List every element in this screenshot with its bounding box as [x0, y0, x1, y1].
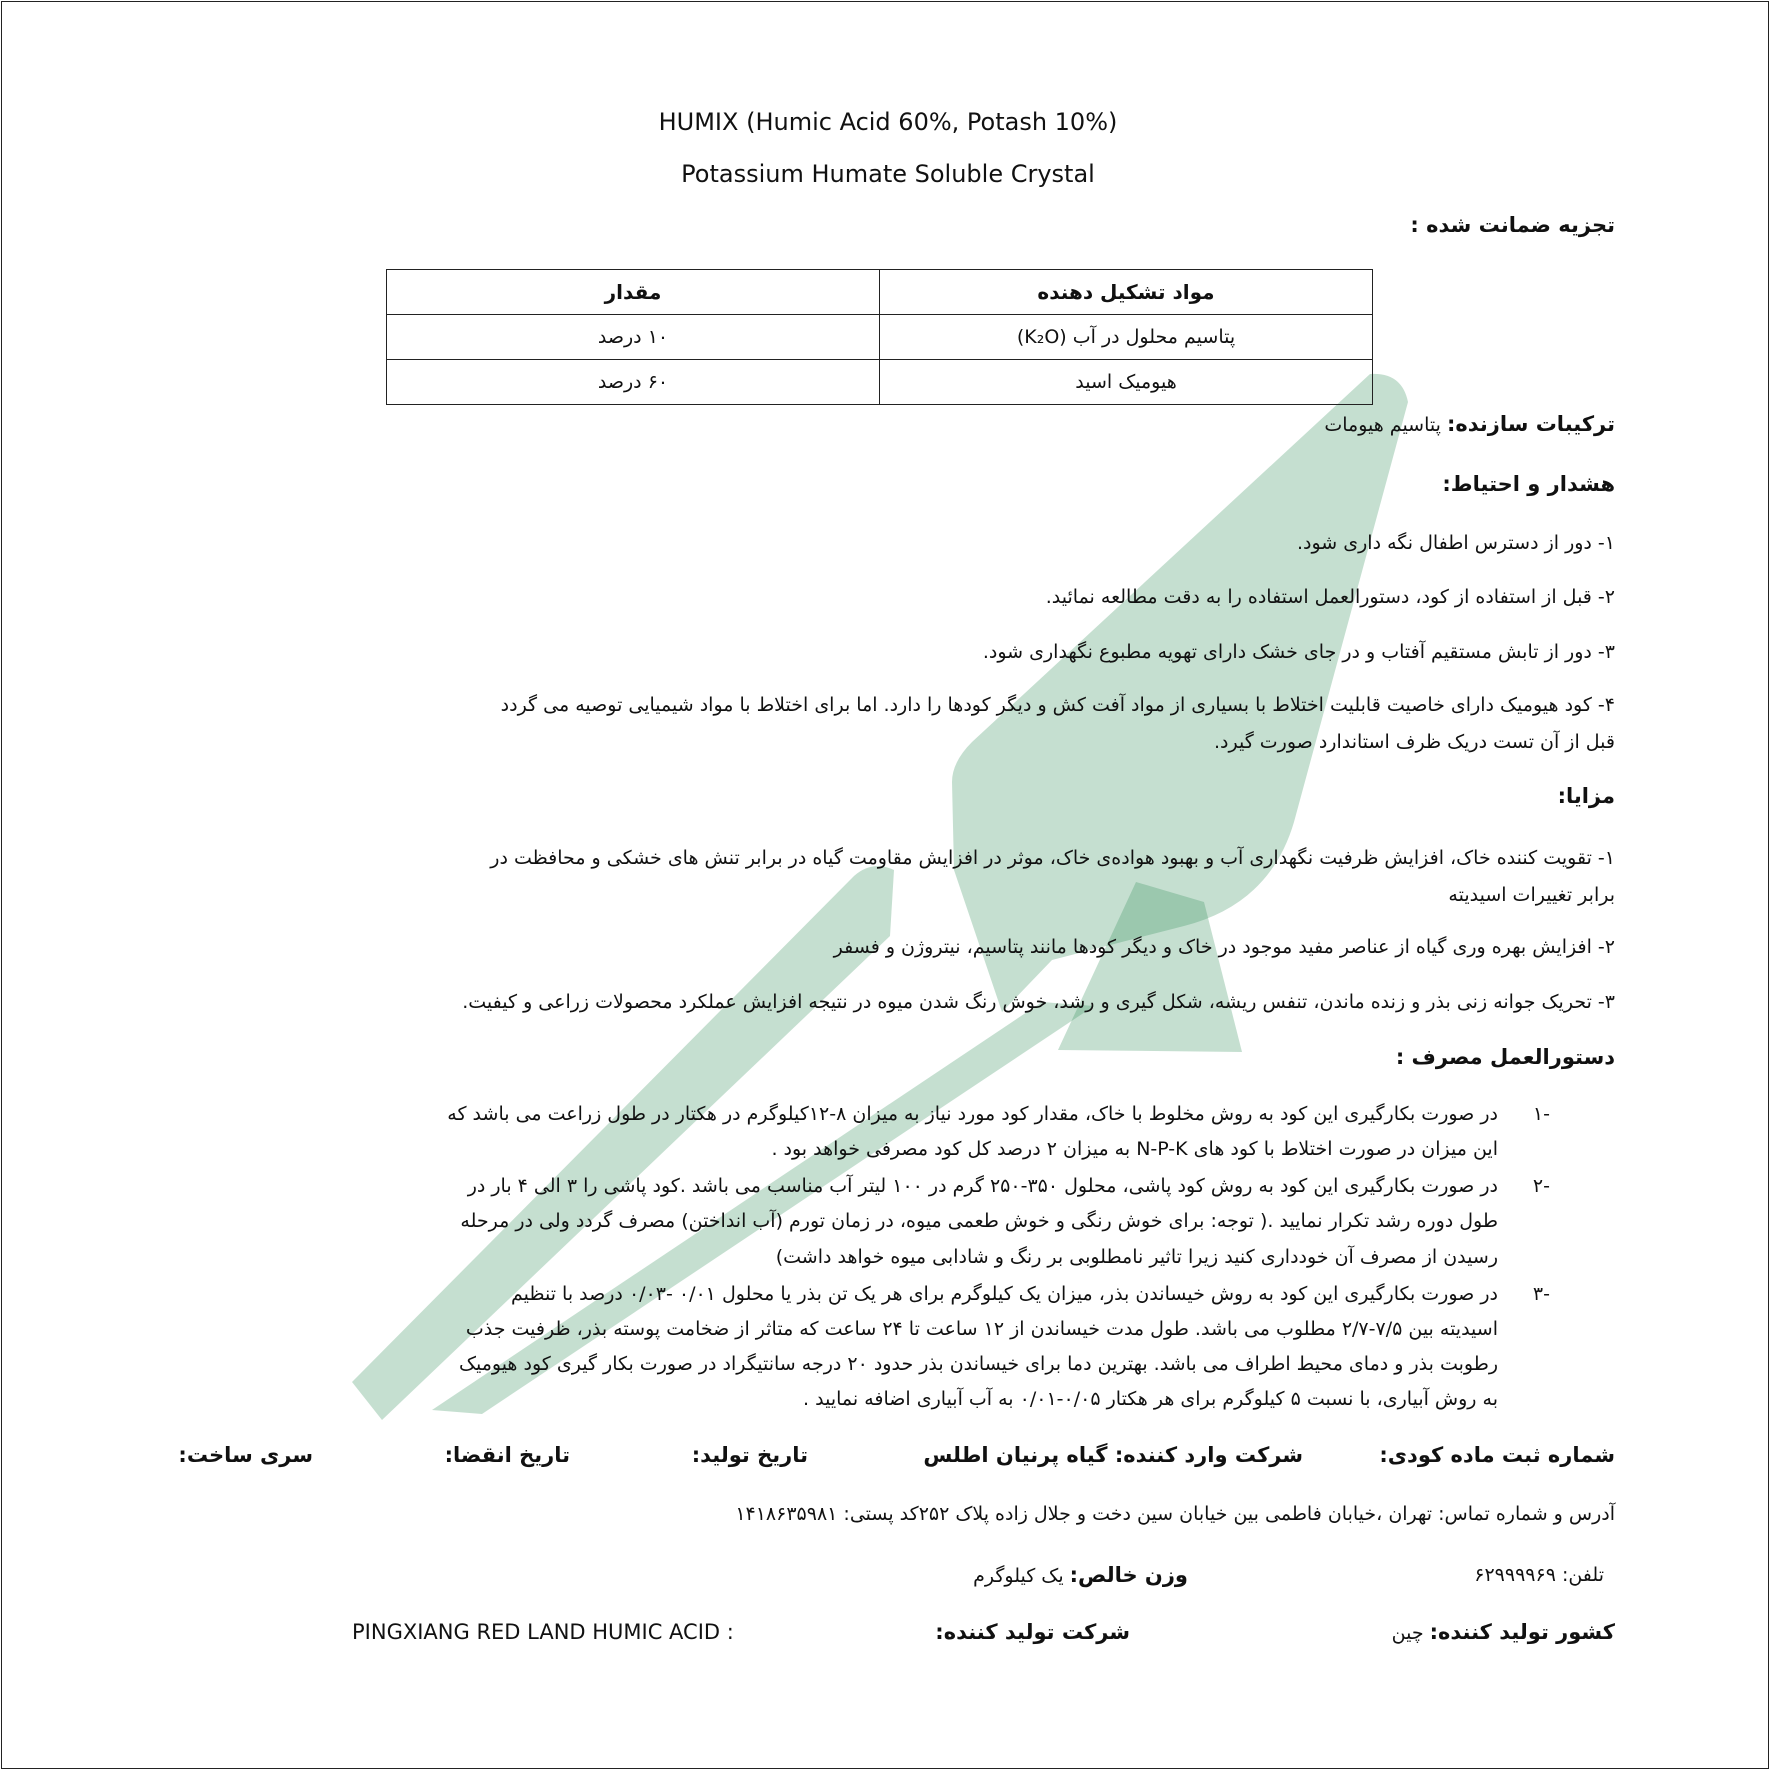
warnings-heading: هشدار و احتیاط: [1442, 472, 1615, 496]
column-header-component: مواد تشکیل دهنده [880, 270, 1373, 315]
instruction-line: رسیدن از مصرف آن خودداری کنید زیرا تاثیر نامطلوبی بر رنگ و شادابی میوه خواهد داشت) [775, 1246, 1498, 1268]
benefit-item-3: ۳- تحریک جوانه زنی بذر و زنده ماندن، تنفس ریشه، شکل گیری و رشد، خوش رنگ شدن میوه در نتیجه افزایش عملکرد محصولات زراعی و کیفیت. [462, 991, 1615, 1013]
amount-cell: ۶۰ درصد [387, 360, 880, 405]
table-header-row [387, 270, 1373, 315]
instruction-number-1: -۱ [1532, 1103, 1550, 1125]
instruction-line: این میزان در صورت اختلاط با کود های N-P-K به میزان ۲ درصد کل کود مصرفی خواهد بود . [771, 1138, 1498, 1160]
phone-line: تلفن: ۶۲۹۹۹۹۶۹ [1474, 1564, 1604, 1586]
component-cell: هیومیک اسید [880, 360, 1373, 405]
instruction-line: اسیدیته بین ۷/۵-۲/۷ مطلوب می باشد. طول مدت خیساندن از ۱۲ ساعت تا ۲۴ ساعت که متاثر از ضخامت پوسته بذر، ظرفیت جذب [465, 1318, 1498, 1340]
guaranteed-analysis-heading: تجزیه ضمانت شده : [1410, 213, 1615, 237]
column-header-amount: مقدار [387, 270, 880, 315]
manufacturer-label: شرکت تولید کننده: [935, 1620, 1130, 1644]
composition-table [386, 269, 1373, 405]
document-page [1, 1, 1769, 1769]
benefit-item-2: ۲- افزایش بهره وری گیاه از عناصر مفید موجود در خاک و دیگر کودها مانند پتاسیم، نیتروژن و فسفر [833, 936, 1615, 958]
instruction-line: به روش آبیاری، با نسبت ۵ کیلوگرم برای هر هکتار ۰/۰۵-۰/۰۱ به آب آبیاری اضافه نمایید . [803, 1388, 1498, 1410]
instruction-line: در صورت بکارگیری این کود به روش خیساندن بذر، میزان یک کیلوگرم برای هر یک تن بذر یا محلول ۰/۰۱ -۰/۰۳ درصد با تنظیم [511, 1283, 1498, 1305]
importer-value: گیاه پرنیان اطلس [923, 1443, 1115, 1467]
table-row [387, 315, 1373, 360]
instruction-line: در صورت بکارگیری این کود به روش مخلوط با خاک، مقدار کود مورد نیاز به میزان ۸-۱۲کیلوگرم در هکتار در طول زراعت می باشد که [447, 1103, 1498, 1125]
net-weight-label: وزن خالص: [1069, 1563, 1188, 1587]
instruction-number-3: -۳ [1532, 1283, 1550, 1305]
origin-line [1392, 1619, 1615, 1646]
expiry-date-label: تاریخ انقضا: [444, 1443, 570, 1467]
registration-number-label: شماره ثبت ماده کودی: [1379, 1443, 1615, 1467]
net-weight-value: یک کیلوگرم [973, 1565, 1070, 1587]
instruction-line: در صورت بکارگیری این کود به روش کود پاشی، محلول ۳۵۰-۲۵۰ گرم در ۱۰۰ لیتر آب مناسب می باشد .کود پاشی را ۳ الی ۴ بار در [467, 1175, 1498, 1197]
instruction-line: رطوبت بذر و دمای محیط اطراف می باشد. بهترین دما برای خیساندن بذر حدود ۲۰ درجه سانتیگراد در صورت بکار گیری کود هیومیک [458, 1353, 1498, 1375]
manufacturer-value: PINGXIANG RED LAND HUMIC ACID : [352, 1620, 734, 1644]
amount-cell: ۱۰ درصد [387, 315, 880, 360]
net-weight-line [973, 1562, 1188, 1589]
warning-item-2: ۲- قبل از استفاده از کود، دستورالعمل استفاده را به دقت مطالعه نمائید. [1045, 586, 1615, 608]
origin-value: چین [1391, 1622, 1430, 1644]
warning-item-4-cont: قبل از آن تست دریک ظرف استاندارد صورت گیرد. [1213, 731, 1615, 753]
table-row [387, 360, 1373, 405]
ingredients-label: ترکیبات سازنده: [1446, 412, 1615, 436]
product-title: HUMIX (Humic Acid 60%, Potash 10%) [658, 108, 1118, 136]
benefits-heading: مزایا: [1557, 784, 1615, 808]
ingredients-value: پتاسیم هیومات [1324, 414, 1447, 436]
warning-item-4: ۴- کود هیومیک دارای خاصیت قابلیت اختلاط با بسیاری از مواد آفت کش و دیگر کودها را دارد. اما برای اختلاط با مواد شیمیایی توصیه می گردد [500, 694, 1615, 716]
warning-item-1: ۱- دور از دسترس اطفال نگه داری شود. [1296, 532, 1615, 554]
ingredients-line [1324, 411, 1615, 438]
batch-label: سری ساخت: [178, 1443, 313, 1467]
instructions-heading: دستورالعمل مصرف : [1395, 1045, 1615, 1069]
instruction-line: طول دوره رشد تکرار نمایید .( توجه: برای خوش رنگی و خوش طعمی میوه، در زمان تورم (آب انداختن) مصرف گردد ولی در مرحله [460, 1210, 1498, 1232]
address-line: آدرس و شماره تماس: تهران ،خیابان فاطمی بین خیابان سین دخت و جلال زاده پلاک ۲۵۲کد پستی: ۱۴۱۸۶۳۵۹۸۱ [735, 1503, 1615, 1525]
benefit-item-1-cont: برابر تغییرات اسیدیته [1448, 884, 1615, 906]
component-cell: پتاسیم محلول در آب (K₂O) [880, 315, 1373, 360]
importer-label: شرکت وارد کننده: [1114, 1443, 1303, 1467]
benefit-item-1: ۱- تقویت کننده خاک، افزایش ظرفیت نگهداری آب و بهبود هواده‌ی خاک، موثر در افزایش مقاومت گیاه در برابر تنش های خشکی و محافظت در [490, 847, 1615, 869]
production-date-label: تاریخ تولید: [691, 1443, 808, 1467]
warning-item-3: ۳- دور از تابش مستقیم آفتاب و در جای خشک دارای تهویه مطبوع نگهداری شود. [982, 641, 1615, 663]
instruction-number-2: -۲ [1532, 1175, 1550, 1197]
product-subtitle: Potassium Humate Soluble Crystal [681, 160, 1095, 188]
origin-label: کشور تولید کننده: [1429, 1620, 1615, 1644]
importer-line [923, 1442, 1303, 1469]
